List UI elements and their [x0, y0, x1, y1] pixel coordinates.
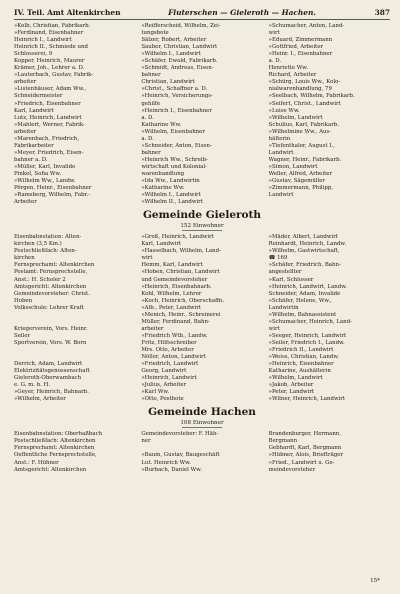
entry-line: Kriegerverein, Vors. Heinr.: [14, 325, 88, 332]
entry-line: Gebhardt, Karl, Bergmann: [268, 445, 342, 452]
entry-line: [14, 347, 135, 354]
entry-line: Landwirtin: [268, 304, 299, 311]
entry-line: »Meyer, Friedrich, Eisen-: [14, 149, 84, 156]
entry-line: »Wilhelm, Landwirt: [268, 114, 323, 121]
entry-line: Richard, Arbeiter: [268, 72, 317, 79]
entry-line: Landwirt: [268, 192, 294, 199]
entry-line: »Seeger, Heinrich, Landwirt: [268, 332, 347, 339]
entry-line: [269, 199, 390, 206]
entry-line: Oeffentliche Fernsprechstelle,: [14, 452, 97, 459]
entry-line: Karl, Landwirt: [141, 241, 182, 248]
entry-line: [141, 445, 262, 452]
entry-line: a. D.: [268, 58, 282, 65]
entry-line: kirchen: [14, 255, 35, 262]
entry-line: Katharine, Aushälterin: [268, 368, 331, 375]
entry-line: »Geyer, Heinrich, Bahnarb.: [14, 389, 89, 396]
entry-line: »Tiefenthaler, August I.,: [268, 142, 335, 149]
entry-line: Müller, Ferdinand, Bahn-: [141, 318, 210, 325]
entry-line: Landwirt: [268, 149, 294, 156]
entry-line: Fernsprechamt: Altenkirchen: [14, 445, 95, 452]
entry-line: »Schneider, Anton, Eisen-: [141, 142, 212, 149]
entry-line: Gemeindevorsteher: F. Häh-: [141, 431, 219, 438]
entry-line: Sälzer, Robert, Arbeiter: [141, 37, 207, 44]
hachen-listing: [14, 431, 390, 473]
entry-line: arbeiter: [141, 325, 164, 332]
section-population-hachen: 108 Einwohner: [180, 420, 224, 427]
entry-line: Brandenburger, Hermann,: [268, 431, 341, 438]
entry-line: Eisenbahnstation: Alten-: [14, 234, 82, 241]
entry-line: kirchen (3,5 Km.): [14, 241, 62, 248]
entry-line: Heinrich I., Landwirt: [14, 37, 72, 44]
entry-line: Derrich, Adam, Landwirt: [14, 361, 83, 368]
entry-line: »Schäfer, Ewald, Fabrikarb.: [141, 58, 218, 65]
entry-line: »Ferdinand, Eisenbahner: [14, 30, 84, 37]
entry-line: ☎ 169: [268, 255, 288, 262]
entry-line: »Heinrich Ww., Schreib-: [141, 156, 208, 163]
entry-line: »Friedrich, Eisenbahner: [14, 100, 81, 107]
section-heading-hachen: Gemeinde Hachen: [148, 406, 256, 419]
entry-line: »Marenbach, Friedrich,: [14, 135, 80, 142]
entry-line: Wagner, Heinr., Fabrikarb.: [268, 156, 342, 163]
entry-line: »Schäfer, Friedrich, Bahn-: [268, 262, 341, 269]
entry-line: »Christ., Schaffner a. D.: [141, 86, 208, 93]
entry-line: »Simon, Landwirt: [268, 163, 318, 170]
entry-line: »Weiss, Christian, Landw.: [268, 354, 339, 361]
entry-line: »Julius, Arbeiter: [141, 382, 187, 389]
entry-line: »Wilhelm, Gastwirtschaft,: [268, 248, 340, 255]
entry-line: »Fried., Landwirt u. Ge-: [268, 459, 335, 466]
entry-line: Arbeiter: [14, 199, 37, 206]
entry-line: »Katharine Ww.: [141, 185, 185, 192]
entry-line: [14, 319, 135, 326]
entry-line: »Listenhäuser, Adam Ww.,: [14, 86, 87, 93]
entry-line: Henriette Ww.: [268, 65, 308, 72]
entry-line: [14, 312, 135, 319]
entry-line: »Heinrich, Versicherungs-: [141, 93, 213, 100]
column-middle: [141, 234, 262, 403]
entry-line: Krämer, Joh., Lehrer a. D.: [14, 65, 85, 72]
entry-line: warenhandlung: [141, 170, 185, 177]
entry-line: »Koch, Heinrich, Oberschaffn.: [141, 297, 225, 304]
entry-line: »Friedrich, Landwirt: [141, 361, 199, 368]
entry-line: Gemeindevorsteher: Christ.: [14, 290, 90, 297]
entry-line: Seiler: [14, 332, 31, 339]
entry-line: Weller, Alfred, Arbeiter: [268, 170, 333, 177]
entry-line: »Wilhelm I., Landwirt: [141, 192, 201, 199]
entry-line: »Kolb, Christian, Fabrikarb.: [14, 23, 91, 29]
entry-line: Kohl, Wilhelm, Lehrer: [141, 290, 202, 297]
column-middle: [141, 23, 262, 206]
entry-line: Pörgen, Heinr., Eisenbahner: [14, 185, 92, 192]
entry-line: »Menich, Heinr., Schreinerei: [141, 311, 221, 318]
entry-line: »Wilner, Heinrich, Landwirt: [268, 396, 346, 403]
entry-line: Hoben: [14, 297, 33, 304]
gieleroth-listing: [14, 234, 390, 403]
entry-line: Karl, Landwirt: [14, 107, 54, 114]
entry-line: ner: [141, 438, 151, 445]
entry-line: »Ramsberg, Wilhelm, Fabr.-: [14, 192, 91, 199]
entry-line: »Mahlert, Werner, Fabrik-: [14, 121, 85, 128]
entry-line: Nöller, Anton, Landwirt: [141, 354, 206, 361]
entry-line: »Wilhelm, Bahnassistent: [268, 311, 337, 318]
entry-line: »Karl, Schlosser: [268, 276, 314, 283]
entry-line: Postamt: Fernsprechstelle,: [14, 269, 88, 276]
entry-line: »Otto, Posthote: [141, 396, 184, 403]
entry-line: »Seelbach, Wilhelm, Fabrikarb.: [268, 93, 355, 100]
signature-mark: 15*: [370, 578, 380, 584]
entry-line: Elektrizitätsgenossenschaft: [14, 368, 90, 375]
entry-line: Anst.: F. Hühner: [14, 459, 59, 466]
entry-line: wirt: [268, 325, 280, 332]
entry-line: Postschließfach: Altenkirchen: [14, 438, 96, 445]
entry-line: »Alb., Peter, Landwirt: [141, 304, 201, 311]
entry-line: »Burbach, Daniel Ww.: [141, 466, 202, 473]
entry-line: »Wilhelm, Landwirt: [268, 375, 323, 382]
entry-line: »Heinrich, Eisenbahner: [268, 361, 334, 368]
entry-line: Gieleroth-Oberwambach: [14, 375, 82, 382]
entry-line: gehilfe: [141, 100, 161, 107]
entry-line: »Ida Ww., Landwirtin: [141, 178, 200, 185]
entry-line: »Wilhelm I., Landwirt: [141, 51, 201, 58]
entry-line: Bergmann: [268, 438, 298, 445]
entry-line: »Luise Ww.: [268, 107, 300, 114]
entry-line: »Hasselbach, Wilhelm, Land-: [141, 248, 221, 255]
running-header: [14, 8, 390, 20]
entry-line: meindevorsteher: [268, 466, 316, 473]
entry-line: hälterin: [268, 135, 291, 142]
entry-line: »Schmidt, Andreas, Eisen-: [141, 65, 214, 72]
entry-line: wirt: [141, 255, 153, 262]
entry-line: »Groß, Heinrich, Landwirt: [141, 234, 214, 241]
entry-line: Schulius, Karl, Fabrikarb.: [268, 121, 339, 128]
entry-line: »Heinrich, Landwirt: [141, 375, 197, 382]
section-heading-gieleroth: Gemeinde Gieleroth: [142, 209, 262, 222]
entry-line: Amtsgericht: Altenkirchen: [14, 466, 87, 473]
entry-line: »Heinrich I., Eisenbahner: [141, 107, 212, 114]
entry-line: »Schürg, Louis Ww., Kolo-: [268, 79, 341, 86]
entry-line: »Karl Ww.: [141, 389, 170, 396]
entry-line: a. D.: [141, 114, 154, 121]
entry-line: Fabrikarbeiter: [14, 142, 54, 149]
entry-line: »Heinrich, Eisenbahnarb.: [141, 283, 212, 290]
column-right: [269, 23, 390, 206]
header-localities: Fluterschen — Gieleroth — Hachen.: [168, 8, 316, 17]
entry-line: »Jakob, Arbeiter: [268, 382, 314, 389]
entry-line: Pinkel, Sofia Ww.: [14, 170, 62, 177]
entry-line: Mrs. Otto, Arbeiter: [141, 346, 194, 353]
column-right: [269, 234, 390, 403]
entry-line: arbeiter: [14, 128, 37, 135]
entry-line: »Wilhelm II., Landwirt: [141, 199, 203, 206]
entry-line: Postschließfach: Alten-: [14, 248, 77, 255]
entry-line: »Schumacher, Heinrich, Land-: [268, 318, 352, 325]
entry-line: Schneider, Adam, Invalide: [268, 290, 341, 297]
entry-line: Reinhardt, Heinrich, Landw.: [268, 241, 347, 248]
entry-line: »Zimmermann, Philipp,: [268, 185, 333, 192]
entry-line: Schneidermeister: [14, 93, 63, 100]
entry-line: [14, 354, 135, 361]
section-population-gieleroth: 152 Einwohner: [180, 223, 224, 230]
entry-line: »Wilhelm, Eisenbahner: [141, 128, 205, 135]
fluterschen-listing: [14, 23, 390, 206]
entry-line: bahner a. D.: [14, 156, 48, 163]
entry-line: »Wilhelmine Ww., Aus-: [268, 128, 332, 135]
entry-line: Hemm, Karl, Landwirt: [141, 262, 203, 269]
entry-line: »Friedrich II., Landwirt: [268, 346, 334, 353]
entry-line: Schlosserei, 9: [14, 51, 53, 58]
entry-line: »Müller, Karl, Invalide: [14, 163, 76, 170]
entry-line: Anst.: H. Scholer 2: [14, 276, 66, 283]
entry-line: »Seiler, Friedrich I., Landw.: [268, 339, 345, 346]
entry-line: »Mäder, Albert, Landwirt: [268, 234, 338, 241]
entry-line: »Heinrich, Landwirt, Landw.: [268, 283, 347, 290]
entry-line: »Wilhelm, Arbeiter: [14, 396, 66, 403]
section-divider: [182, 230, 222, 231]
entry-line: »Gustav, Sägemüller: [268, 178, 326, 185]
entry-line: tungsbote: [141, 30, 169, 37]
entry-line: »Hoben, Christian, Landwirt: [141, 269, 220, 276]
entry-line: a. D.: [141, 135, 154, 142]
entry-line: Sportverein, Vors. W. Born: [14, 339, 87, 346]
entry-line: »Eduard, Zimmermann: [268, 37, 333, 44]
column-right: [269, 431, 390, 473]
entry-line: Lutz, Heinrich, Landwirt: [14, 114, 82, 121]
entry-line: Fritz, Hilfsschreiber: [141, 339, 197, 346]
entry-line: »Schumacher, Anton, Land-: [268, 23, 345, 29]
entry-line: Eisenbahnstation: Oberhaßbach: [14, 431, 103, 438]
entry-line: bahner: [141, 149, 161, 156]
entry-line: bahner: [141, 72, 161, 79]
entry-line: »Hübner, Alois, Briefträger: [268, 452, 344, 459]
entry-line: »Reifferscheid, Wilhelm, Zei-: [141, 23, 221, 29]
entry-line: wirtschaft und Kolonial-: [141, 163, 207, 170]
entry-line: und Gemeindevorsteher: [141, 276, 208, 283]
entry-line: »Lauterbach, Gustav, Fabrik-: [14, 72, 94, 79]
entry-line: Katharine Ww.: [141, 121, 182, 128]
entry-line: Heinrich II., Schmiede und: [14, 44, 88, 51]
section-divider: [182, 427, 222, 428]
entry-line: »Schäfer, Helene, Ww.,: [268, 297, 332, 304]
entry-line: Fernsprechamt: Altenkirchen: [14, 262, 95, 269]
entry-line: arbeiter: [14, 79, 37, 86]
entry-line: Lut. Heinrich Ww.: [141, 459, 191, 466]
column-left: [14, 431, 135, 473]
entry-line: Georg, Landwirt: [141, 368, 187, 375]
entry-line: Amtsgericht: Altenkirchen: [14, 283, 87, 290]
entry-line: »Gottfried, Arbeiter: [268, 44, 323, 51]
entry-line: Christian, Landwirt: [141, 79, 195, 86]
entry-line: nialwarenhandlung, 79: [268, 86, 332, 93]
column-left: [14, 23, 135, 206]
entry-line: »Peter, Landwirt: [268, 389, 315, 396]
entry-line: Kopper, Heinrich, Maurer: [14, 58, 85, 65]
entry-line: »Wilhelm Ww., Landw.: [14, 178, 76, 185]
column-middle: [141, 431, 262, 473]
entry-line: Volksschule: Lehrer Kraft: [14, 304, 84, 311]
entry-line: Sauber, Christian, Landwirt: [141, 44, 218, 51]
entry-line: »Baum, Gustav, Baugeschäft: [141, 452, 220, 459]
entry-line: »Heinr. I., Eisenbahner: [268, 51, 333, 58]
entry-line: e. G. m. b. H.: [14, 382, 50, 389]
page-number: 387: [374, 8, 390, 17]
entry-line: wirt: [268, 30, 280, 37]
header-section-title: IV. Teil. Amt Altenkirchen: [14, 8, 121, 17]
entry-line: »Friedrich Wtb., Landw.: [141, 332, 208, 339]
column-left: [14, 234, 135, 403]
entry-line: »Seifert, Christ., Landwirt: [268, 100, 341, 107]
entry-line: angestellter: [268, 269, 302, 276]
